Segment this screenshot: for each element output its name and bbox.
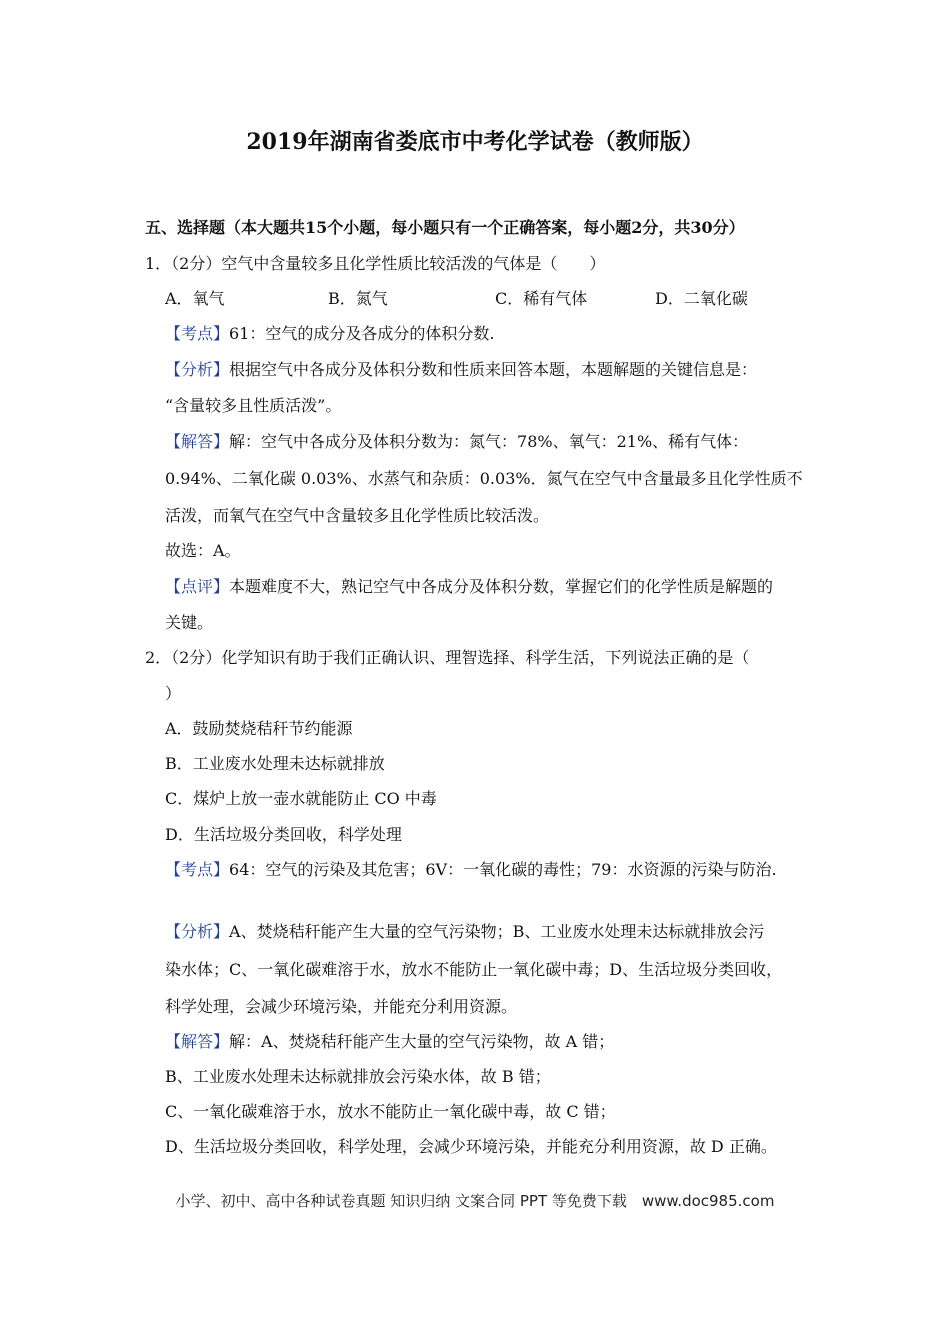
jieda-tag: 【解答】	[165, 1032, 230, 1051]
question-2-fenxi-line-3: 科学处理，会减少环境污染，并能充分利用资源。	[165, 997, 518, 1016]
question-1-dianping-line-2: 关键。	[165, 613, 214, 632]
question-2-fenxi-line-2: 染水体；C、一氧化碳难溶于水，放水不能防止一氧化碳中毒；D、生活垃圾分类回收，	[165, 960, 783, 979]
jieda-text-line-1: 解：空气中各成分及体积分数为：氮气：78%、氧气：21%、稀有气体：	[229, 432, 749, 451]
fenxi-text-line-1: 根据空气中各成分及体积分数和性质来回答本题，本题解题的关键信息是：	[229, 360, 758, 379]
kaodian-text: 61：空气的成分及各成分的体积分数.	[229, 324, 495, 343]
question-1-fenxi-line-2: “含量较多且性质活泼”。	[165, 396, 342, 415]
question-1-option-d: D．二氧化碳	[655, 289, 748, 308]
question-2-option-a: A．鼓励焚烧秸秆节约能源	[165, 719, 353, 738]
question-2-jieda-line-4: D、生活垃圾分类回收，科学处理，会减少环境污染，并能充分利用资源，故 D 正确。	[165, 1137, 777, 1156]
question-1-jieda-line-2: 0.94%、二氧化碳 0.03%、水蒸气和杂质：0.03%．氮气在空气中含量最多且化学性质不	[165, 469, 803, 488]
question-2-jieda	[165, 1032, 614, 1052]
question-2-kaodian	[165, 860, 777, 880]
dianping-text-line-1: 本题难度不大，熟记空气中各成分及体积分数，掌握它们的化学性质是解题的	[229, 577, 774, 596]
document-title: 2019年湖南省娄底市中考化学试卷（教师版）	[246, 129, 704, 155]
jieda-tag: 【解答】	[165, 432, 230, 451]
section-header: 五、选择题（本大题共15个小题，每小题只有一个正确答案，每小题2分，共30分）	[145, 218, 745, 237]
question-2-jieda-line-2: B、工业废水处理未达标就排放会污染水体，故 B 错；	[165, 1067, 551, 1086]
fenxi-text-line-1: A、焚烧秸秆能产生大量的空气污染物；B、工业废水处理未达标就排放会污	[229, 922, 765, 941]
question-1-answer: 故选：A。	[165, 541, 241, 560]
kaodian-text: 64：空气的污染及其危害；6V：一氧化碳的毒性；79：水资源的污染与防治.	[229, 860, 777, 879]
question-1-stem: 1．（2分）空气中含量较多且化学性质比较活泼的气体是（ ）	[145, 254, 606, 273]
question-1-jieda	[165, 432, 748, 452]
dianping-tag: 【点评】	[165, 577, 230, 596]
jieda-text-line-1: 解：A、焚烧秸秆能产生大量的空气污染物，故 A 错；	[229, 1032, 615, 1051]
question-2-jieda-line-3: C、一氧化碳难溶于水，放水不能防止一氧化碳中毒，故 C 错；	[165, 1102, 616, 1121]
question-1-dianping	[165, 577, 773, 597]
question-1-jieda-line-3: 活泼，而氧气在空气中含量较多且化学性质比较活泼。	[165, 506, 550, 525]
question-1-option-b: B．氮气	[328, 289, 388, 308]
fenxi-tag: 【分析】	[165, 922, 230, 941]
question-2-fenxi	[165, 922, 764, 942]
kaodian-tag: 【考点】	[165, 860, 230, 879]
question-1-kaodian	[165, 324, 494, 344]
question-1-option-a: A．氧气	[165, 289, 225, 308]
question-1-option-c: C．稀有气体	[495, 289, 588, 308]
fenxi-tag: 【分析】	[165, 360, 230, 379]
question-2-option-b: B．工业废水处理未达标就排放	[165, 754, 385, 773]
kaodian-tag: 【考点】	[165, 324, 230, 343]
question-1-fenxi	[165, 360, 757, 380]
page-footer: 小学、初中、高中各种试卷真题 知识归纳 文案合同 PPT 等免费下载 www.doc985.com	[175, 1192, 775, 1210]
question-2-stem: 2．（2分）化学知识有助于我们正确认识、理智选择、科学生活，下列说法正确的是（	[145, 648, 750, 667]
question-2-option-c: C．煤炉上放一壶水就能防止 CO 中毒	[165, 789, 437, 808]
question-2-stem-line-2: ）	[165, 684, 182, 703]
question-2-option-d: D．生活垃圾分类回收，科学处理	[165, 825, 402, 844]
